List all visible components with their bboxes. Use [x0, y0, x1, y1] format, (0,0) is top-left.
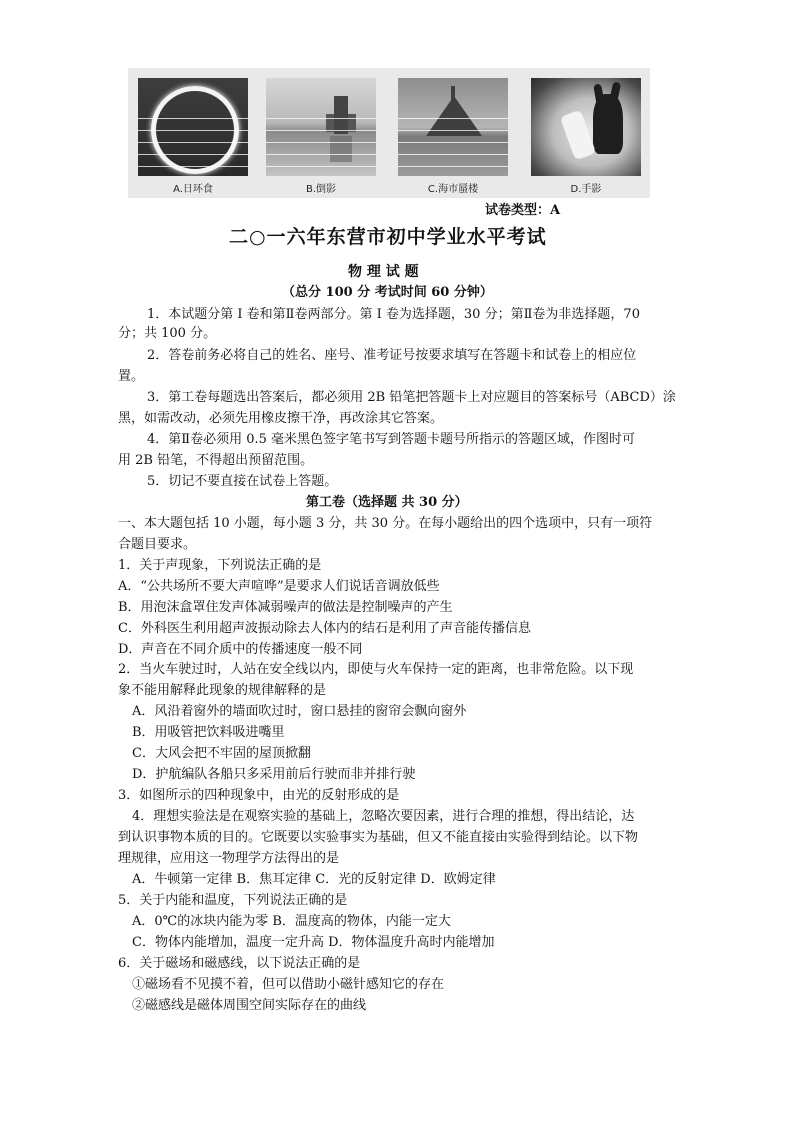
question-5-options-ab: A．0℃的冰块内能为零 B．温度高的物体，内能一定大 [132, 914, 451, 929]
question-4: 4．理想实验法是在观察实验的基础上，忽略次要因素，进行合理的推想，得出结论，达 [132, 809, 635, 824]
question-4-cont: 到认识事物本质的目的。它既要以实验事实为基础，但又不能直接由实验得到结论。以下物 [118, 830, 639, 845]
question-4-options: A．牛顿第一定律 B．焦耳定律 C．光的反射定律 D．欧姆定律 [132, 872, 496, 887]
question-2-cont: 象不能用解释此现象的规律解释的是 [118, 683, 327, 698]
question-2-option-a: A．风沿着窗外的墙面吹过时，窗口悬挂的窗帘会飘向窗外 [132, 704, 467, 719]
instruction-line: 黑，如需改动，必须先用橡皮擦干净，再改涂其它答案。 [118, 411, 444, 426]
figure-caption-a: A.日环食 [173, 184, 213, 195]
question-5-options-cd: C．物体内能增加，温度一定升高 D．物体温度升高时内能增加 [132, 935, 495, 950]
question-6: 6．关于磁场和磁感线，以下说法正确的是 [118, 956, 361, 971]
instruction-line: 1．本试题分第 I 卷和第Ⅱ卷两部分。第 I 卷为选择题，30 分；第Ⅱ卷为非选择题，70 [147, 307, 640, 322]
question-1: 1．关于声现象，下列说法正确的是 [118, 558, 322, 573]
question-1-option-c: C．外科医生利用超声波振动除去人体内的结石是利用了声音能传播信息 [118, 621, 531, 636]
question-1-option-a: A．“公共场所不要大声喧哗”是要求人们说话音调放低些 [118, 579, 440, 594]
figure-caption-c: C.海市蜃楼 [427, 184, 479, 195]
mirage-photo [398, 78, 508, 176]
question-2-option-b: B．用吸管把饮料吸进嘴里 [132, 725, 285, 740]
instruction-line: 5．切记不要直接在试卷上答题。 [147, 474, 338, 489]
subject-title: 物 理 试 题 [348, 264, 419, 280]
paper-type: 试卷类型：A [485, 203, 561, 218]
section-intro: 合题目要求。 [118, 537, 197, 552]
question-1-option-d: D．声音在不同介质中的传播速度一般不同 [118, 642, 363, 657]
section-intro: 一、本大题包括 10 小题，每小题 3 分，共 30 分。在每小题给出的四个选项中，只有一项符 [118, 516, 653, 531]
instruction-line: 用 2B 铅笔，不得超出预留范围。 [118, 453, 314, 468]
question-5: 5．关于内能和温度，下列说法正确的是 [118, 893, 348, 908]
question-2: 2．当火车驶过时，人站在安全线以内，即使与火车保持一定的距离，也非常危险。以下现 [118, 662, 634, 677]
question-2-option-c: C．大风会把不牢固的屋顶掀翻 [132, 746, 311, 761]
page-title: 二○一六年东营市初中学业水平考试 [229, 226, 547, 248]
score-time: （总分 100 分 考试时间 60 分钟） [282, 285, 493, 300]
instruction-line: 分；共 100 分。 [118, 326, 217, 341]
question-4-cont: 理规律，应用这一物理学方法得出的是 [118, 851, 340, 866]
question-6-item-2: ②磁感线是磁体周围空间实际存在的曲线 [132, 998, 367, 1013]
figure-strip [128, 68, 650, 198]
question-1-option-b: B．用泡沫盒罩住发声体减弱噪声的做法是控制噪声的产生 [118, 600, 453, 615]
instruction-line: 置。 [118, 369, 145, 384]
figure-caption-d: D.手影 [570, 184, 602, 195]
question-3: 3．如图所示的四种现象中，由光的反射形成的是 [118, 788, 400, 803]
hand-shadow-photo [531, 78, 641, 176]
question-2-option-d: D．护航编队各船只多采用前后行驶而非并排行驶 [132, 767, 416, 782]
solar-eclipse-photo [138, 78, 248, 176]
figure-caption-b: B.倒影 [305, 184, 337, 195]
instruction-line: 2．答卷前务必将自己的姓名、座号、准考证号按要求填写在答题卡和试卷上的相应位 [147, 348, 637, 363]
question-6-item-1: ①磁场看不见摸不着，但可以借助小磁针感知它的存在 [132, 977, 445, 992]
instruction-line: 3．第工卷每题选出答案后，都必须用 2B 铅笔把答题卡上对应题目的答案标号（ABCD）涂 [147, 390, 676, 405]
reflection-photo [266, 78, 376, 176]
section-heading: 第工卷（选择题 共 30 分） [306, 495, 468, 510]
instruction-line: 4．第Ⅱ卷必须用 0.5 毫米黑色签字笔书写到答题卡题号所指示的答题区域，作图时可 [147, 432, 636, 447]
